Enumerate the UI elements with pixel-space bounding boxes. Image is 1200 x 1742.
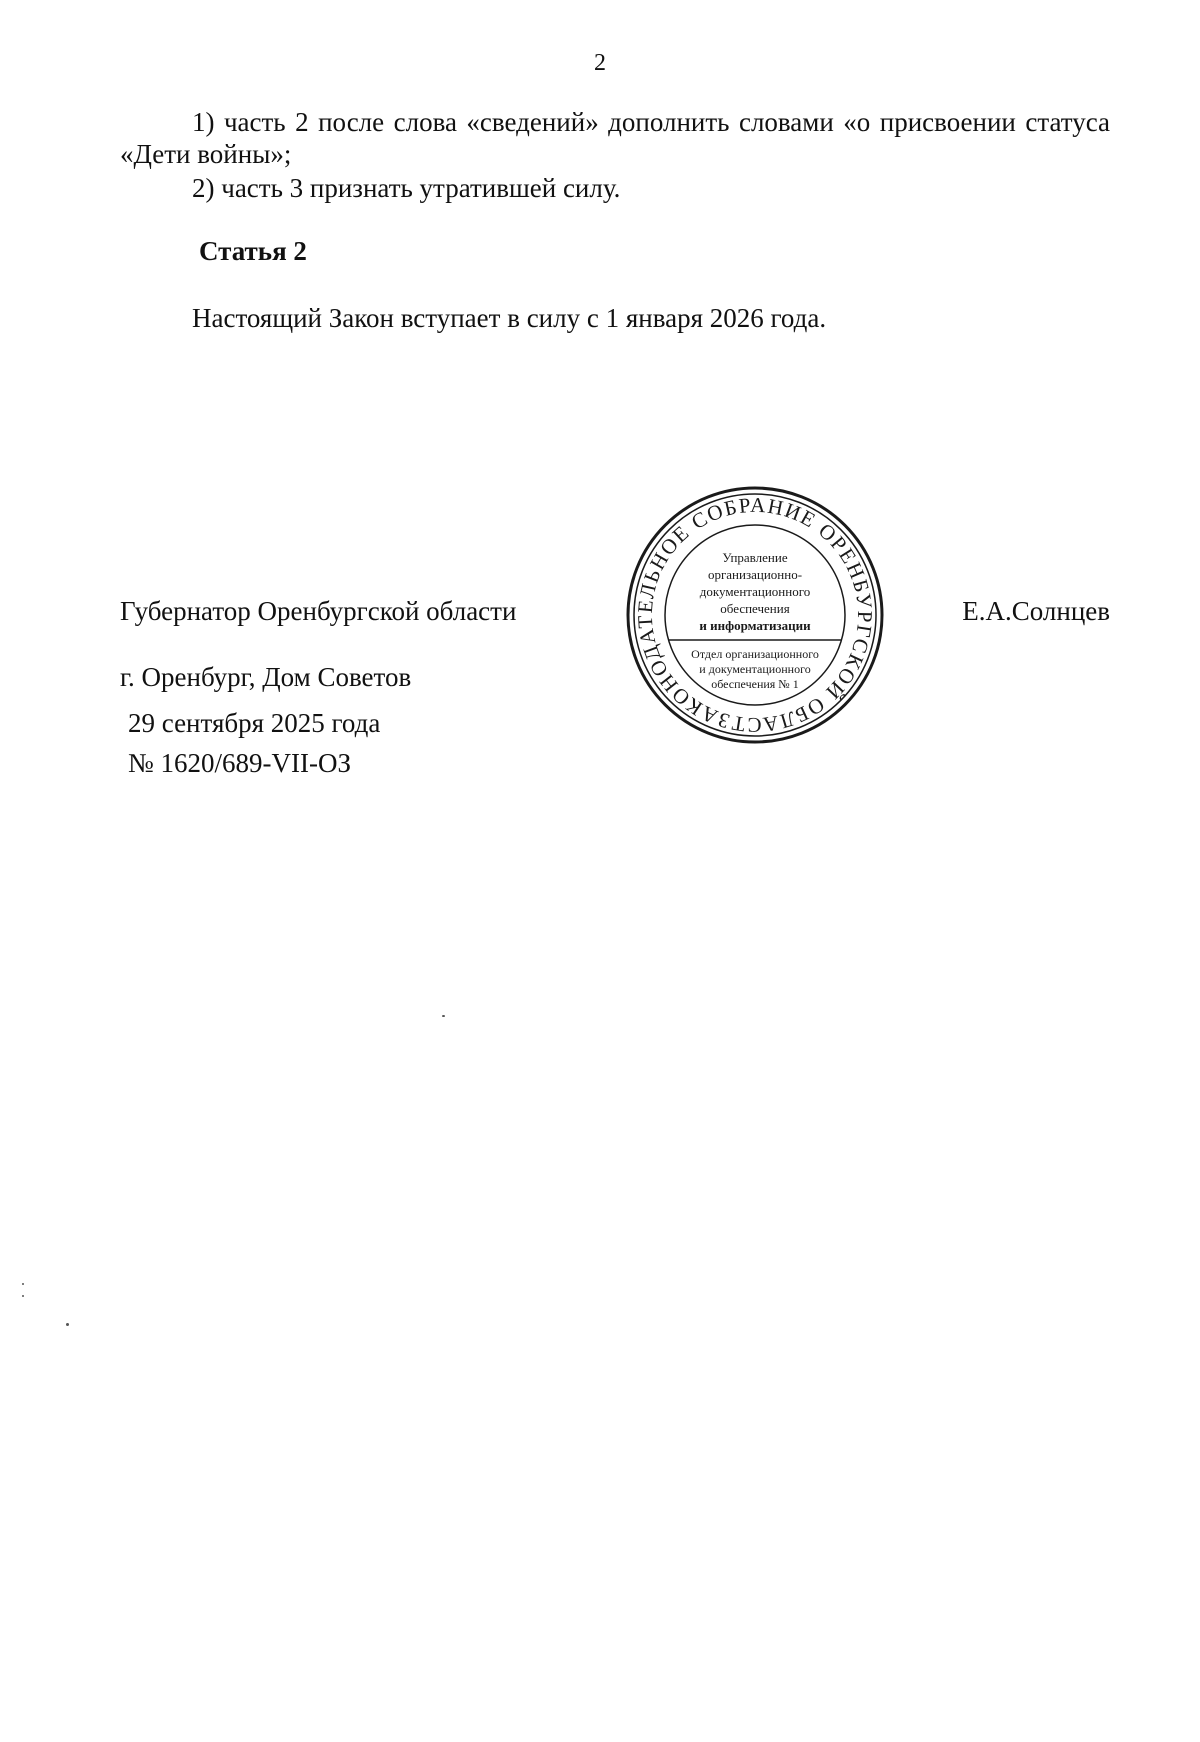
scan-speck [22, 1283, 24, 1285]
signatory-name: Е.А.Солнцев [962, 596, 1110, 626]
seal-lower-line-2: и документационного [699, 662, 811, 676]
seal-outer-text: ЗАКОНОДАТЕЛЬНОЕ СОБРАНИЕ ОРЕНБУРГСКОЙ ОБЛАСТИ [632, 492, 878, 738]
scan-speck [442, 1015, 445, 1017]
article-heading: Статья 2 [199, 236, 307, 266]
amendment-item-2: 2) часть 3 признать утратившей силу. [192, 173, 621, 203]
signing-place: г. Оренбург, Дом Советов [120, 662, 412, 692]
page-number: 2 [594, 50, 606, 76]
seal-inner-line-4: обеспечения [720, 601, 790, 616]
seal-lower-line-1: Отдел организационного [691, 647, 819, 661]
official-seal [622, 482, 888, 748]
seal-lower-line-3: обеспечения № 1 [711, 677, 799, 691]
scan-speck [22, 1295, 24, 1297]
seal-inner-line-3: документационного [699, 584, 811, 599]
seal-inner-line-2: организационно- [707, 567, 803, 582]
article-text: Настоящий Закон вступает в силу с 1 января 2026 года. [192, 303, 827, 333]
law-number: № 1620/689-VII-ОЗ [128, 748, 352, 778]
amendment-item-1: 1) часть 2 после слова «сведений» дополнить словами «о присвоении статуса «Дети войны»; [120, 107, 1110, 169]
seal-inner-line-1: Управление [722, 550, 788, 565]
scan-speck [66, 1323, 69, 1326]
signing-date: 29 сентября 2025 года [128, 708, 381, 738]
signatory-title: Губернатор Оренбургской области [120, 596, 517, 626]
seal-inner-line-5: и информатизации [699, 618, 811, 633]
